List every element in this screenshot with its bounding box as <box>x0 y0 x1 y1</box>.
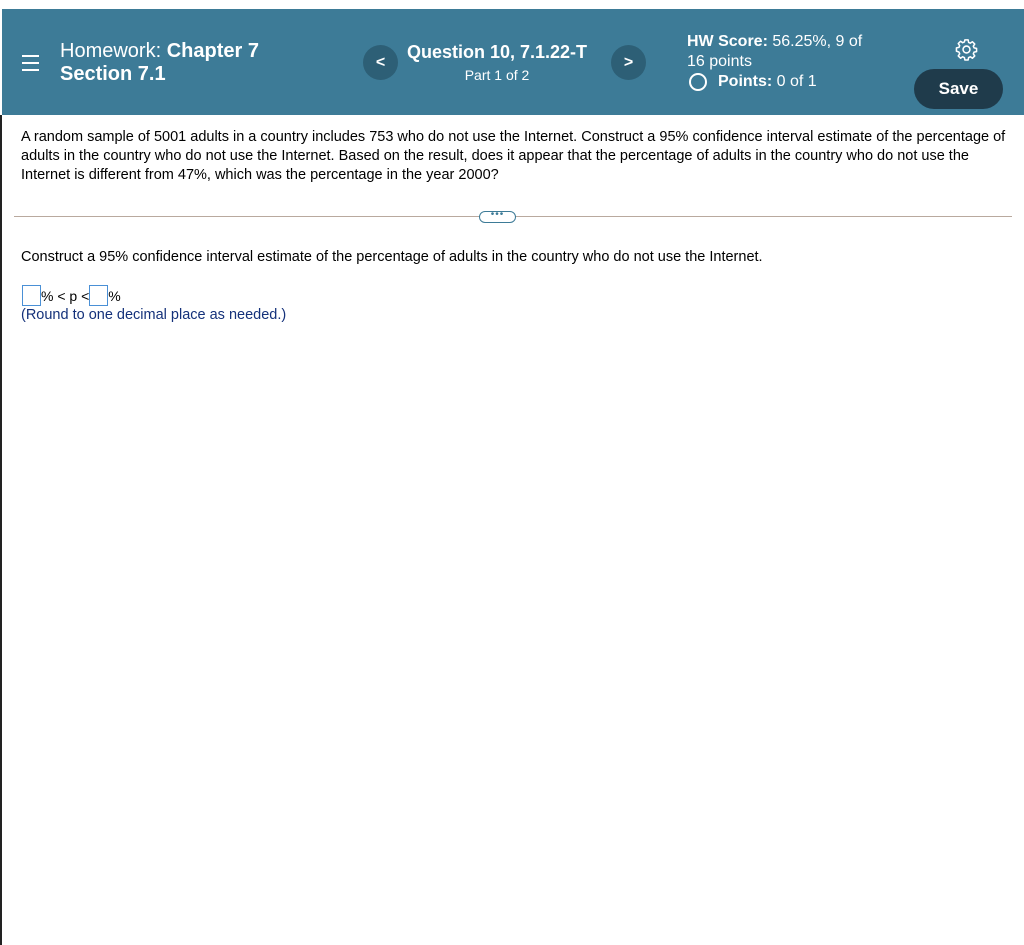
rounding-hint: (Round to one decimal place as needed.) <box>21 307 287 323</box>
chevron-left-icon: < <box>375 53 386 71</box>
header-bar <box>2 9 1024 115</box>
chapter-label: Chapter 7 <box>166 40 259 62</box>
sub-question-prompt: Construct a 95% confidence interval estimate of the percentage of adults in the country who do not use the Internet. <box>21 249 763 265</box>
hw-score-points: 16 points <box>687 53 752 70</box>
hw-score <box>687 32 887 72</box>
save-button[interactable]: Save <box>914 69 1003 109</box>
points-value: 0 of 1 <box>776 73 817 90</box>
chevron-right-icon: > <box>623 53 634 71</box>
hamburger-icon[interactable] <box>22 55 39 71</box>
homework-label: Homework: <box>60 40 162 62</box>
part-indicator: Part 1 of 2 <box>464 67 530 83</box>
gear-icon[interactable] <box>955 38 978 61</box>
inequality-text: % < p < <box>41 287 90 304</box>
more-button[interactable]: ••• <box>479 211 516 223</box>
homework-title <box>60 40 259 86</box>
question-points <box>689 73 817 91</box>
hw-score-value: 56.25%, 9 of <box>772 33 863 50</box>
left-border <box>0 115 2 945</box>
answer-row <box>22 285 121 306</box>
section-label: Section 7.1 <box>60 63 166 85</box>
percent-sign: % <box>108 287 121 304</box>
lower-bound-input[interactable] <box>22 285 41 306</box>
question-header <box>402 41 592 84</box>
next-question-button[interactable] <box>611 45 646 80</box>
top-strip <box>0 0 1024 9</box>
upper-bound-input[interactable] <box>89 285 108 306</box>
question-text: A random sample of 5001 adults in a country includes 753 who do not use the Internet. Construct a 95% confidence interval estimate of the percentage of adults in the country who do not use the Internet. Based on the result, does it appear that the percentage of adults in the country who do not use the Internet is different from 47%, which was the percentage in the year 2000? <box>21 129 1006 183</box>
hw-score-label: HW Score: <box>687 33 768 50</box>
status-circle-icon <box>689 73 707 91</box>
question-title: Question 10, 7.1.22-T <box>406 42 588 62</box>
previous-question-button[interactable] <box>363 45 398 80</box>
points-label: Points: <box>718 73 773 90</box>
